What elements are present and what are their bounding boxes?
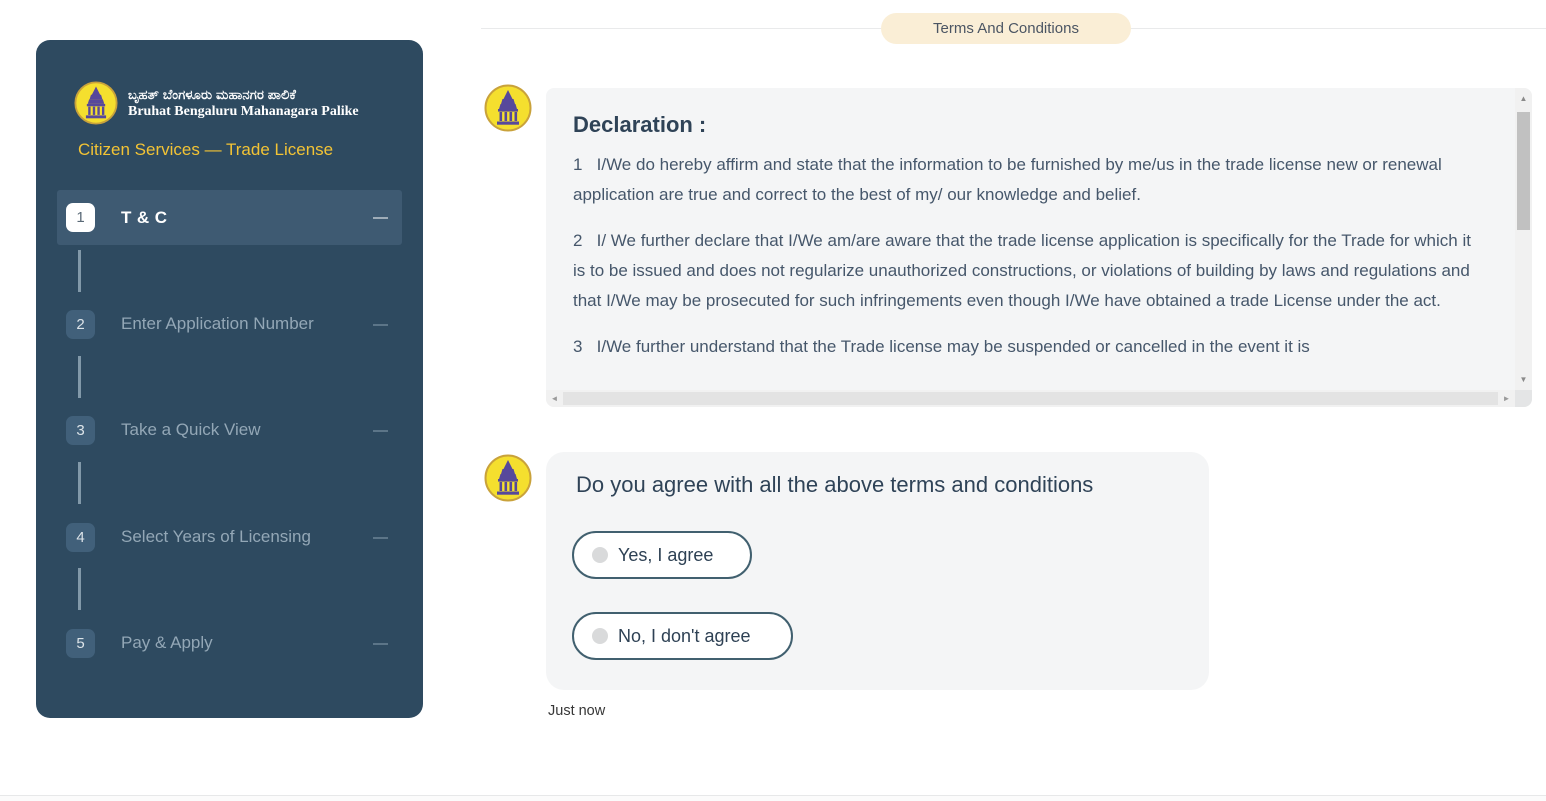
step-label: Select Years of Licensing: [121, 527, 311, 546]
scroll-right-icon[interactable]: ►: [1502, 394, 1511, 403]
collapse-dash-icon[interactable]: —: [373, 421, 388, 439]
service-tagline: Citizen Services — Trade License: [78, 140, 334, 159]
step-number-badge: 1: [66, 203, 95, 232]
declaration-title: Declaration :: [573, 112, 707, 137]
step-number-badge: 2: [66, 310, 95, 339]
collapse-dash-icon[interactable]: —: [373, 315, 388, 333]
step-number-badge: 3: [66, 416, 95, 445]
step-label: Take a Quick View: [121, 420, 261, 439]
step-label: T & C: [121, 207, 168, 227]
org-title: [128, 86, 359, 120]
option-label: Yes, I agree: [618, 544, 714, 565]
message-timestamp: Just now: [548, 703, 606, 719]
radio-circle-icon: [592, 628, 608, 644]
vertical-scrollbar[interactable]: [1515, 88, 1532, 390]
org-title-kannada: ಬೃಹತ್ ಬೆಂಗಳೂರು ಮಹಾನಗರ ಪಾಲಿಕೆ: [128, 87, 297, 102]
footer-area: [0, 796, 1546, 801]
step-connector: [78, 250, 81, 292]
no-disagree-button[interactable]: [572, 612, 793, 660]
agree-question-card: [546, 452, 1209, 690]
step-number-badge: 4: [66, 523, 95, 552]
sidebar-step-tc[interactable]: [57, 190, 402, 245]
horizontal-scrollbar[interactable]: [546, 390, 1515, 407]
collapse-dash-icon[interactable]: —: [373, 634, 388, 652]
horizontal-scrollbar-thumb[interactable]: [563, 392, 1498, 405]
sidebar: [36, 40, 423, 718]
step-label: Enter Application Number: [121, 314, 314, 333]
declaration-paragraph: 1 I/We do hereby affirm and state that the information to be furnished by me/us in the trade license new or renewal application are true and correct to the best of my/ our knowledge and belief.: [573, 155, 1442, 204]
agree-question: Do you agree with all the above terms and conditions: [576, 472, 1094, 497]
sidebar-step-pay-apply[interactable]: [57, 621, 402, 665]
declaration-paragraph: 3 I/We further understand that the Trade license may be suspended or cancelled in the event it is: [573, 337, 1310, 356]
collapse-dash-icon[interactable]: —: [373, 209, 388, 226]
bot-avatar-icon: [484, 84, 532, 132]
declaration-scroll-area[interactable]: [546, 88, 1515, 390]
option-label: No, I don't agree: [618, 625, 751, 646]
sidebar-step-quick-view[interactable]: [57, 408, 402, 452]
declaration-panel: [546, 88, 1532, 407]
org-title-english: Bruhat Bengaluru Mahanagara Palike: [128, 104, 359, 119]
declaration-paragraph: 2 I/ We further declare that I/We am/are aware that the trade license application is specifically for the Trade for which it is to be issued and does not regularize unauthorized constructions, or violations of building by laws and regulations and that I/We may be prosecuted for such infringements even though I/We have obtained a trade License under the act.: [573, 231, 1471, 310]
radio-circle-icon: [592, 547, 608, 563]
step-number-badge: 5: [66, 629, 95, 658]
vertical-scrollbar-thumb[interactable]: [1517, 112, 1530, 230]
sidebar-step-application-number[interactable]: [57, 302, 402, 346]
bot-avatar-icon: [484, 454, 532, 502]
scrollbar-corner: [1515, 390, 1532, 407]
bbmp-temple-logo-icon: [74, 81, 118, 125]
org-logo-row: [74, 78, 404, 128]
step-connector: [78, 462, 81, 504]
yes-agree-button[interactable]: [572, 531, 752, 579]
terms-and-conditions-badge: Terms And Conditions: [881, 13, 1131, 44]
scroll-up-icon[interactable]: ▲: [1519, 94, 1528, 103]
step-connector: [78, 568, 81, 610]
step-connector: [78, 356, 81, 398]
scroll-down-icon[interactable]: ▼: [1519, 375, 1528, 384]
scroll-left-icon[interactable]: ◄: [550, 394, 559, 403]
step-label: Pay & Apply: [121, 633, 213, 652]
sidebar-step-years-licensing[interactable]: [57, 515, 402, 559]
collapse-dash-icon[interactable]: —: [373, 528, 388, 546]
